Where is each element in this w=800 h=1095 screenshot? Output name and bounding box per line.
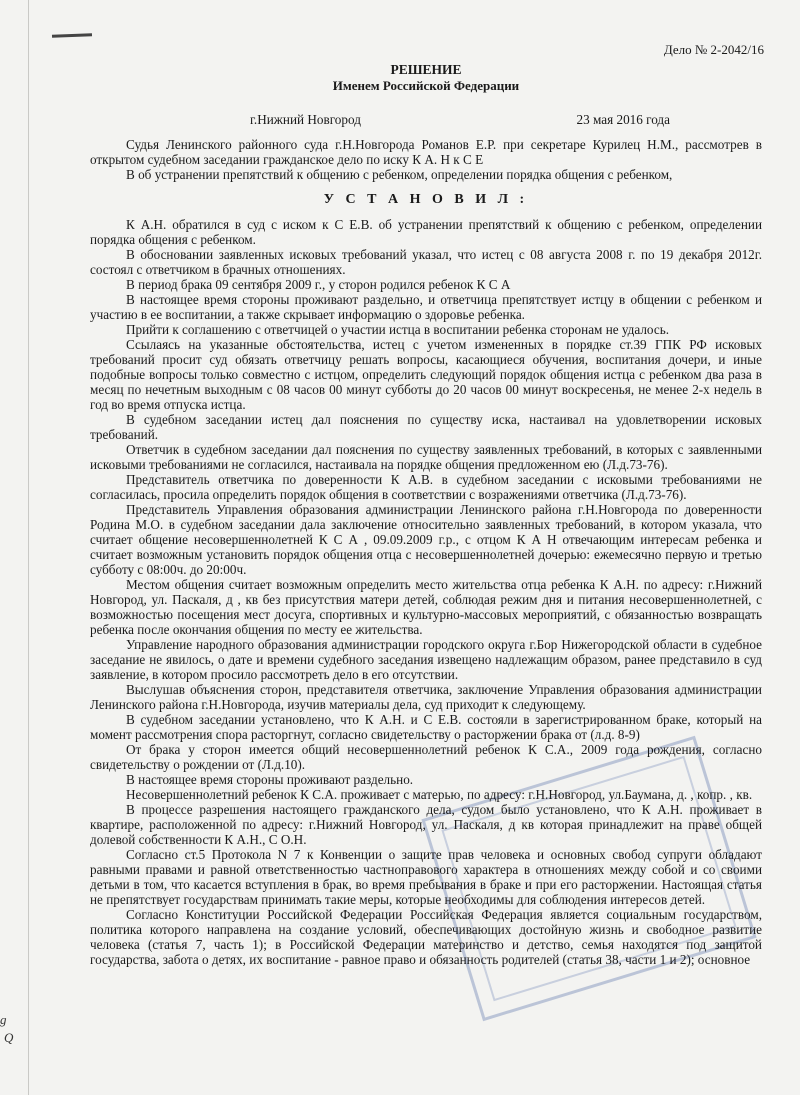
paragraph: Местом общения считает возможным определить место жительства отца ребенка К А.Н. по адресу: г.Нижний Новгород, ул. Паскаля, д , кв без присутствия матери детей, соблюдая режим дня и питания несовершеннолетней, с возможностью посещения мест досуга, спортивных и культурно-массовых мероприятий, с обязанностью возвращать ребенка после окончания общения по месту ее жительства. [90, 577, 762, 637]
city: г.Нижний Новгород [250, 112, 361, 127]
paragraph: Несовершеннолетний ребенок К С.А. проживает с матерью, по адресу: г.Н.Новгород, ул.Баумана, д. , копр. , кв. [126, 787, 753, 802]
paragraph: Ссылаясь на указанные обстоятельства, истец с учетом измененных в порядке ст.39 ГПК РФ исковых требований просит суд обязать ответчицу решать вопросы, касающиеся обучения, воспитания дочери, и иные подобные вопросы только совместно с истцом, определить следующий порядок общения истца с ребенком два раза в месяц по нечетным выходным с 08 часов 00 минут субботы до 20 часов 00 минут воскресенья, не менее 2-х недель в год во время отпуска истца. [90, 337, 762, 412]
paragraph: Выслушав объяснения сторон, представителя ответчика, заключение Управления образования администрации Ленинского района г.Н.Новгорода, изучив материалы дела, суд приходит к следующему. [90, 682, 762, 712]
paragraph: Прийти к соглашению с ответчицей о участии истца в воспитании ребенка сторонам не удалось. [126, 322, 670, 337]
pen-mark [52, 33, 92, 37]
paragraph: В процессе разрешения настоящего гражданского дела, судом было установлено, что К А.Н. проживает в квартире, расположенной по адресу: г.Нижний Новгород, ул. Паскаля, д кв которая принадлежит на праве общей долевой собственности К А.Н., С О.Н. [90, 802, 762, 847]
paragraph: Представитель ответчика по доверенности К А.В. в судебном заседании с исковыми требованиями не согласилась, просила определить порядок общения в соответствии с возражениями ответчика (Л.д.73-76). [90, 472, 762, 502]
paragraph: Представитель Управления образования администрации Ленинского района г.Н.Новгорода по доверенности Родина М.О. в судебном заседании дала заключение относительно заявленных требований, в котором указала, что считает общение несовершеннолетней К С А , 09.09.2009 г.р., с отцом К А Н отвечающим интересам ребенка и считает возможным установить порядок общения отца с несовершеннолетней дочерью: ежемесячно первую и третью субботу с 08:00ч. до 20:00ч. [90, 502, 762, 577]
paragraph: К А.Н. обратился в суд с иском к С Е.В. об устранении препятствий к общению с ребенком, определении порядка общения с ребенком. [90, 217, 762, 247]
paragraph: В судебном заседании установлено, что К А.Н. и С Е.В. состояли в зарегистрированном браке, который на момент рассмотрения спора расторгнут, согласно свидетельству о расторжении брака от (л.д. 8-9) [90, 712, 762, 742]
paragraph: От брака у сторон имеется общий несовершеннолетний ребенок К С.А., 2009 года рождения, согласно свидетельству о рождении от (Л.д.10). [90, 742, 762, 772]
paragraph: В настоящее время стороны проживают раздельно, и ответчица препятствует истцу в общении с ребенком и участию в ее воспитании, а также скрывает информацию о здоровье ребенка. [90, 292, 762, 322]
document-title: РЕШЕНИЕ [390, 62, 462, 77]
intro-line-1: Судья Ленинского районного суда г.Н.Новгорода Романов Е.Р. при секретаре Курилец Н.М., рассмотрев в открытом судебном заседании гражданское дело по иску К А. Н к С Е [90, 137, 762, 167]
margin-note-2: Q [4, 1030, 14, 1045]
decision-date: 23 мая 2016 года [576, 112, 670, 127]
paragraph: Ответчик в судебном заседании дал пояснения по существу заявленных требований, в которых с заявленными исковыми требованиями не согласился, настаивала на порядке общения предложенном ею (Л.д.73-76). [90, 442, 762, 472]
margin-note-1: g [0, 1012, 7, 1027]
intro-block [90, 137, 762, 182]
paragraph: Согласно Конституции Российской Федерации Российская Федерация является социальным государством, политика которого направлена на создание условий, обеспечивающих достойную жизнь и свободное развитие человека (статья 7, часть 1); в Российской Федерации материнство и детство, семья находятся под защитой государства, забота о детях, их воспитание - равное право и обязанность родителей (статья 38, части 1 и 2); основное [90, 907, 762, 967]
city-date-line [90, 112, 762, 127]
established-heading: У С Т А Н О В И Л : [323, 192, 529, 207]
document-subtitle: Именем Российской Федерации [332, 78, 520, 93]
case-number: Дело № 2-2042/16 [663, 42, 764, 57]
paragraph: В настоящее время стороны проживают раздельно. [126, 772, 414, 787]
paragraph: В период брака 09 сентября 2009 г., у сторон родился ребенок К С А [126, 277, 511, 292]
intro-line-2: В об устранении препятствий к общению с ребенком, определении порядка общения с ребенком, [126, 167, 673, 182]
paragraph: Согласно ст.5 Протокола N 7 к Конвенции о защите прав человека и основных свобод супруги обладают равными правами и равной ответственностью частноправового характера в отношениях между собой и со своими детьми в том, что касается вступления в брак, во время пребывания в браке и при его расторжении. Настоящая статья не препятствует государствам принимать такие меры, которые необходимы для соблюдения интересов детей. [90, 847, 762, 907]
paragraph: Управление народного образования администрации городского округа г.Бор Нижегородской области в судебное заседание не явилось, о дате и времени судебного заседания извещено надлежащим образом, ранее представило в суд заявление, в котором просило рассмотреть дело в его отсутствии. [90, 637, 762, 682]
document-body [90, 42, 762, 967]
scan-edge-line [28, 0, 29, 1095]
paragraph: В обосновании заявленных исковых требований указал, что истец с 08 августа 2008 г. по 19 декабря 2012г. состоял с ответчиком в брачных отношениях. [90, 247, 762, 277]
paragraph-list [90, 217, 762, 967]
paragraph: В судебном заседании истец дал пояснения по существу иска, настаивал на удовлетворении исковых требований. [90, 412, 762, 442]
